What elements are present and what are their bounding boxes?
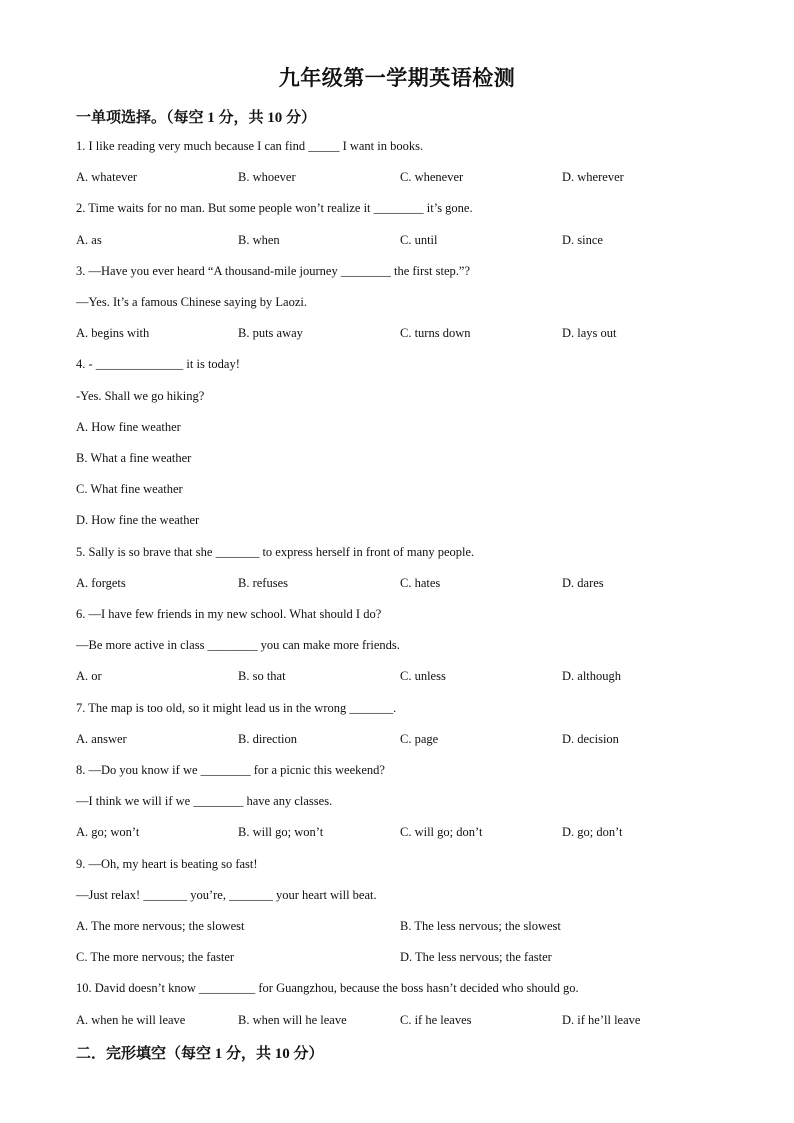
question-4-stem: 4. - ______________ it is today! [76,357,240,371]
option-d: D. decision [562,732,619,746]
question-5-stem: 5. Sally is so brave that she _______ to express herself in front of many people. [76,545,475,559]
option-c: C. turns down [400,326,471,340]
option-b: B. will go; won’t [238,825,324,839]
question-9-options-row-1 [76,918,756,934]
option-a: A. forgets [76,576,126,590]
question-4-option-b: B. What a fine weather [76,451,192,465]
option-b: B. when [238,233,280,247]
question-10-options [76,1012,756,1028]
question-5-options [76,575,756,591]
section-heading-1: 一单项选择。（每空 1 分，共 10 分） [76,110,317,126]
option-d: D. if he’ll leave [562,1013,641,1027]
option-a: A. when he will leave [76,1013,186,1027]
question-9-options-row-2 [76,949,756,965]
option-a: A. begins with [76,326,150,340]
question-3-options [76,325,756,341]
option-c: C. hates [400,576,441,590]
option-b: B. The less nervous; the slowest [400,919,561,933]
option-b: B. so that [238,669,286,683]
question-3-reply: —Yes. It’s a famous Chinese saying by Laozi. [76,295,307,309]
option-c: C. unless [400,669,446,683]
option-b: B. refuses [238,576,288,590]
option-d: D. The less nervous; the faster [400,950,552,964]
section-heading-2: 二．完形填空（每空 1 分，共 10 分） [76,1046,324,1062]
question-8-stem: 8. —Do you know if we ________ for a picnic this weekend? [76,763,385,777]
question-2-options [76,232,756,248]
option-a: A. or [76,669,102,683]
option-a: A. go; won’t [76,825,140,839]
option-a: A. The more nervous; the slowest [76,919,245,933]
option-c: C. if he leaves [400,1013,472,1027]
question-9-reply: —Just relax! _______ you’re, _______ your heart will beat. [76,888,377,902]
question-4-option-d: D. How fine the weather [76,513,200,527]
question-1-stem: 1. I like reading very much because I can find _____ I want in books. [76,139,424,153]
question-9-stem: 9. —Oh, my heart is beating so fast! [76,857,258,871]
option-d: D. since [562,233,603,247]
option-a: A. as [76,233,102,247]
question-4-option-c: C. What fine weather [76,482,183,496]
question-8-reply: —I think we will if we ________ have any classes. [76,794,333,808]
option-d: D. wherever [562,170,624,184]
option-b: B. whoever [238,170,296,184]
question-7-stem: 7. The map is too old, so it might lead us in the wrong _______. [76,701,397,715]
question-4-reply: -Yes. Shall we go hiking? [76,389,205,403]
question-1-options [76,169,756,185]
question-4-option-a: A. How fine weather [76,420,181,434]
option-b: B. direction [238,732,298,746]
option-d: D. although [562,669,622,683]
option-a: A. whatever [76,170,138,184]
option-d: D. lays out [562,326,617,340]
option-c: C. will go; don’t [400,825,483,839]
question-6-options [76,668,756,684]
page-title: 九年级第一学期英语检测 [278,66,516,90]
question-6-stem: 6. —I have few friends in my new school. What should I do? [76,607,382,621]
option-c: C. The more nervous; the faster [76,950,235,964]
question-3-stem: 3. —Have you ever heard “A thousand-mile journey ________ the first step.”? [76,264,470,278]
option-c: C. until [400,233,438,247]
question-2-stem: 2. Time waits for no man. But some people won’t realize it ________ it’s gone. [76,201,473,215]
question-6-reply: —Be more active in class ________ you can make more friends. [76,638,400,652]
option-d: D. go; don’t [562,825,623,839]
option-c: C. page [400,732,439,746]
option-a: A. answer [76,732,127,746]
option-b: B. puts away [238,326,303,340]
question-8-options [76,824,756,840]
option-d: D. dares [562,576,604,590]
question-10-stem: 10. David doesn’t know _________ for Guangzhou, because the boss hasn’t decided who should go. [76,981,579,995]
option-c: C. whenever [400,170,464,184]
option-b: B. when will he leave [238,1013,347,1027]
question-7-options [76,731,756,747]
